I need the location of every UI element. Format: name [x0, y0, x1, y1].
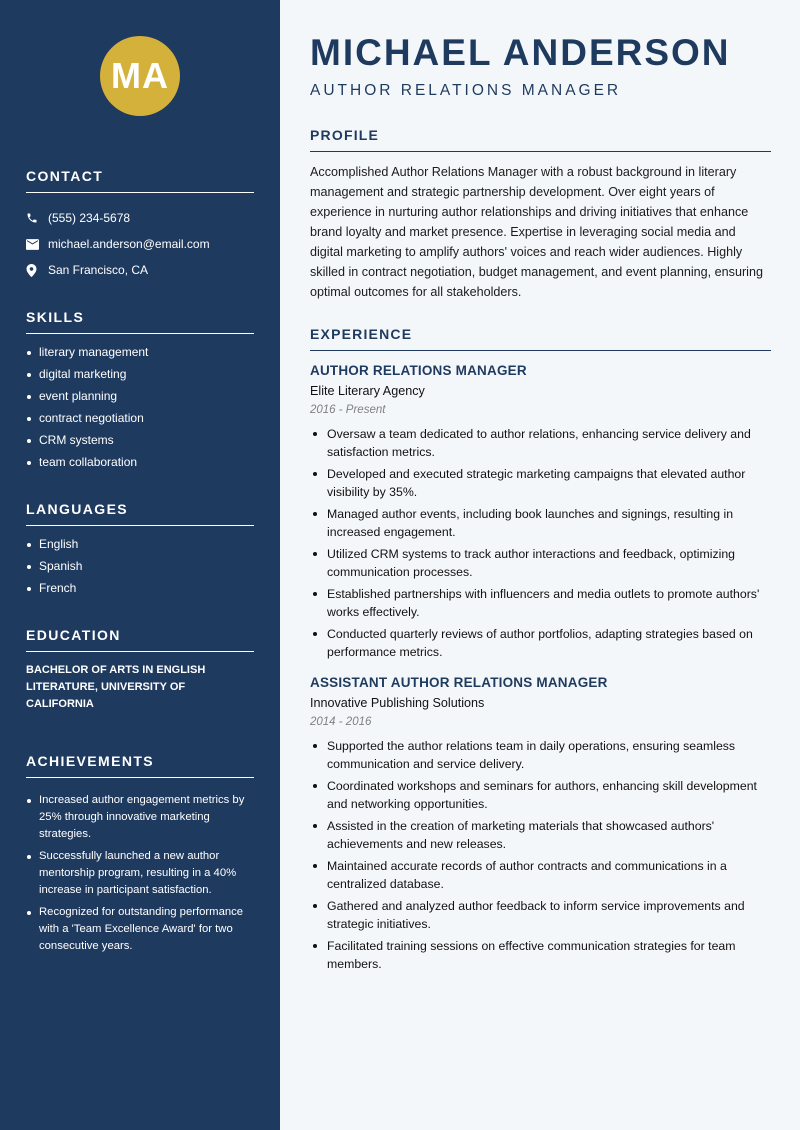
contact-heading: CONTACT — [26, 168, 254, 193]
job-bullet: Supported the author relations team in daily operations, ensuring seamless communication and service delivery. — [310, 737, 771, 773]
job-bullet: Established partnerships with influencers and media outlets to promote authors' works effectively. — [310, 585, 771, 621]
mail-icon — [26, 239, 48, 250]
education-degree: BACHELOR OF ARTS IN ENGLISH LITERATURE, UNIVERSITY OF CALIFORNIA — [26, 664, 206, 710]
skill-item: CRM systems — [26, 432, 254, 454]
achievement-item: Increased author engagement metrics by 25% through innovative marketing strategies. — [26, 792, 254, 843]
education-section — [26, 627, 254, 713]
contact-location — [26, 257, 254, 283]
languages-heading: LANGUAGES — [26, 501, 254, 526]
achievement-item: Recognized for outstanding performance with a 'Team Excellence Award' for two consecutive years. — [26, 904, 254, 955]
contact-location-text: San Francisco, CA — [48, 263, 149, 277]
contact-section — [26, 168, 254, 283]
skill-item: event planning — [26, 388, 254, 410]
phone-icon — [26, 212, 48, 224]
job-bullets — [310, 425, 771, 661]
job-company: Elite Literary Agency — [310, 384, 425, 398]
language-item: English — [26, 536, 254, 558]
languages-section — [26, 501, 254, 602]
job-bullet: Conducted quarterly reviews of author portfolios, adapting strategies based on performance metrics. — [310, 625, 771, 661]
job-bullet: Coordinated workshops and seminars for authors, enhancing skill development and networking opportunities. — [310, 777, 771, 813]
sidebar — [0, 0, 280, 1130]
contact-phone-text: (555) 234-5678 — [48, 211, 131, 225]
job-title: ASSISTANT AUTHOR RELATIONS MANAGER — [310, 675, 608, 690]
job-company: Innovative Publishing Solutions — [310, 696, 485, 710]
skill-item: team collaboration — [26, 454, 254, 476]
contact-phone — [26, 205, 254, 231]
profile-text: Accomplished Author Relations Manager with a robust background in literary management and strategic partnership development. Over eight years of experience in nurturing author relationships and driving initiatives that enhance brand loyalty and market presence. Expertise in leveraging social media and digital marketing to amplify authors' voices and reach wider audiences. Highly skilled in contract negotiation, budget management, and event planning, ensuring optimal outcomes for all stakeholders. — [310, 165, 763, 299]
job-dates: 2016 - Present — [310, 404, 386, 416]
candidate-name: MICHAEL ANDERSON — [310, 32, 731, 73]
job-entry — [310, 675, 771, 973]
job-bullet: Maintained accurate records of author contracts and communications in a centralized database. — [310, 857, 771, 893]
job-bullet: Assisted in the creation of marketing materials that showcased authors' achievements and new releases. — [310, 817, 771, 853]
job-bullet: Facilitated training sessions on effective communication strategies for team members. — [310, 937, 771, 973]
experience-heading: EXPERIENCE — [310, 326, 771, 351]
job-bullets — [310, 737, 771, 973]
skills-heading: SKILLS — [26, 309, 254, 334]
main-content — [310, 0, 771, 977]
job-dates: 2014 - 2016 — [310, 716, 372, 728]
contact-email — [26, 231, 254, 257]
achievements-list — [26, 792, 254, 955]
skills-list — [26, 344, 254, 476]
experience-section — [310, 326, 771, 973]
job-bullet: Managed author events, including book launches and signings, resulting in increased engagement. — [310, 505, 771, 541]
avatar: MA — [100, 36, 180, 116]
job-bullet: Gathered and analyzed author feedback to inform service improvements and strategic initiatives. — [310, 897, 771, 933]
skill-item: digital marketing — [26, 366, 254, 388]
profile-section — [310, 127, 771, 302]
skills-section — [26, 309, 254, 476]
achievement-item: Successfully launched a new author mentorship program, resulting in a 40% increase in participant satisfaction. — [26, 848, 254, 899]
job-entry — [310, 363, 771, 661]
language-item: French — [26, 580, 254, 602]
achievements-heading: ACHIEVEMENTS — [26, 753, 254, 778]
language-item: Spanish — [26, 558, 254, 580]
education-heading: EDUCATION — [26, 627, 254, 652]
job-bullet: Oversaw a team dedicated to author relations, enhancing service delivery and satisfaction metrics. — [310, 425, 771, 461]
profile-heading: PROFILE — [310, 127, 771, 152]
languages-list — [26, 536, 254, 602]
job-bullet: Utilized CRM systems to track author interactions and feedback, optimizing communication processes. — [310, 545, 771, 581]
location-pin-icon — [26, 264, 48, 277]
job-title: AUTHOR RELATIONS MANAGER — [310, 363, 527, 378]
skill-item: contract negotiation — [26, 410, 254, 432]
job-bullet: Developed and executed strategic marketing campaigns that elevated author visibility by 35%. — [310, 465, 771, 501]
contact-list — [26, 205, 254, 283]
candidate-role: AUTHOR RELATIONS MANAGER — [310, 82, 622, 99]
achievements-section — [26, 753, 254, 955]
skill-item: literary management — [26, 344, 254, 366]
contact-email-text[interactable]: michael.anderson@email.com — [48, 237, 210, 251]
